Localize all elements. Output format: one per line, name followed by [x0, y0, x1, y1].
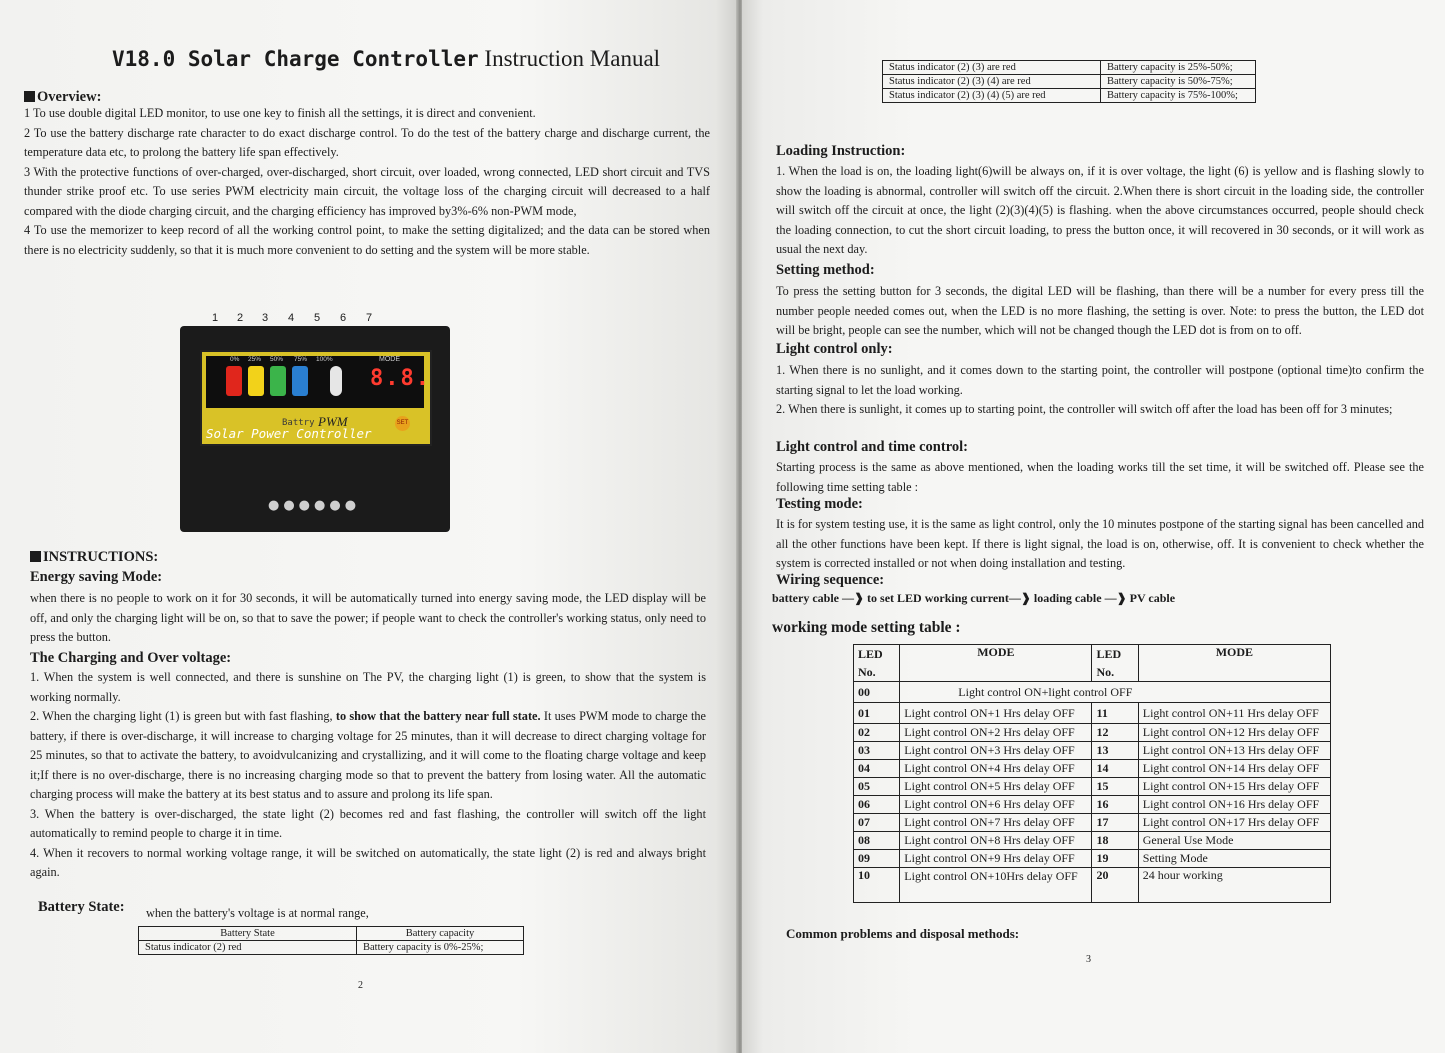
mode-cell: Light control ON+5 Hrs delay OFF [900, 778, 1092, 796]
led-number-cell: 00 [854, 682, 900, 703]
table-cell: Status indicator (2) (3) (4) (5) are red [883, 89, 1101, 103]
energy-text: when there is no people to work on it for 30 seconds, it will be automatically turned into energy saving mode, the LED display will be off, and only the charging light will be on, so that to save the power; if people want to check the controller's working status, only need to press the button. [30, 591, 706, 644]
led-bar-red [226, 366, 242, 396]
mode-cell: Light control ON+16 Hrs delay OFF [1138, 796, 1330, 814]
led-number-cell: 08 [854, 832, 900, 850]
led-number-cell: 11 [1092, 703, 1138, 724]
square-bullet-icon [30, 551, 41, 562]
led-number-cell: 14 [1092, 760, 1138, 778]
led-number-cell: 01 [854, 703, 900, 724]
table-row [883, 89, 1256, 103]
led-number-cell: 07 [854, 814, 900, 832]
table-header: MODE [900, 645, 1092, 682]
mode-table [853, 644, 1331, 903]
scale-label: 25% [248, 356, 262, 363]
light-item: 2. When there is sunlight, it comes up to starting point, the controller will switch off after the load has been off for 3 minutes; [776, 402, 1393, 416]
table-row [854, 724, 1331, 742]
mode-table-heading: working mode setting table : [772, 619, 961, 636]
mode-label: MODE [379, 356, 400, 363]
table-cell: Battery capacity is 75%-100%; [1101, 89, 1256, 103]
mode-cell: Light control ON+light control OFF [900, 682, 1331, 703]
battery-state-heading: Battery State: [38, 899, 125, 915]
light-list [776, 361, 1424, 420]
mode-cell: Setting Mode [1138, 850, 1330, 868]
led-number-cell: 09 [854, 850, 900, 868]
led-number-cell: 02 [854, 724, 900, 742]
terminal-screws-icon: ●●●●●● [268, 498, 361, 513]
wiring-heading: Wiring sequence: [776, 572, 885, 588]
wiring-step: battery cable [772, 591, 839, 605]
wiring-sequence [772, 591, 1175, 606]
table-cell: Battery capacity is 0%-25%; [357, 941, 524, 955]
setting-heading: Setting method: [776, 262, 875, 278]
table-header: Battery capacity [357, 927, 524, 941]
table-row [854, 703, 1331, 724]
page-number: 2 [358, 980, 363, 991]
scale-label: 100% [316, 356, 333, 363]
charging-list [30, 668, 706, 883]
mode-cell: Light control ON+9 Hrs delay OFF [900, 850, 1092, 868]
mode-cell: General Use Mode [1138, 832, 1330, 850]
common-problems-heading: Common problems and disposal methods: [786, 926, 1020, 941]
led-bar-blue [292, 366, 308, 396]
loading-text: 1. When the load is on, the loading light(6)will be always on, if it is over voltage, the light (6) is yellow and is flashing slowly to show the loading is abnormal, controller will switch off the circuit. 2.When there is short circuit in the loading side, the controller will switch off the circuit at once, the light (2)(3)(4)(5) is flashing. when the above circumstances occurred, people should check the loading connection, to cut the short circuit loading, to press the button once, it will recovered in 30 seconds, or it will work as usual the next day. [776, 164, 1424, 256]
controller-illustration [180, 312, 452, 534]
led-number-cell: 16 [1092, 796, 1138, 814]
led-number-cell: 20 [1092, 868, 1138, 903]
table-header-row [854, 645, 1331, 682]
led-number-cell: 15 [1092, 778, 1138, 796]
table-row [854, 778, 1331, 796]
charging-heading: The Charging and Over voltage: [30, 650, 232, 666]
overview-item: 3 With the protective functions of over-charged, over-discharged, short circuit, over loaded, wrong connected, LED short circuit and TVS thunder strike proof etc. To use series PWM electricity main circuit, the voltage loss of the charging circuit will decreased to a half compared with the diode charging circuit, and the charging efficiency has improved by3%-6% non-PWM mode, [24, 164, 710, 218]
arrow-right-icon: —❱ [1104, 591, 1127, 605]
table-row [139, 941, 524, 955]
led-bar-green [270, 366, 286, 396]
table-header: MODE [1138, 645, 1330, 682]
controller-display [206, 356, 431, 408]
charging-item: 2. When the charging light (1) is green but with fast flashing, to show that the battery near full state. It uses PWM mode to charge the battery, if there is over-discharge, it will increase to charging voltage for 25 minutes, than it will decrease to direct charging voltage for 25 minutes, so that to activate the battery, to avoidvulcanizing and crystallizing, and it will come to the floating charge voltage and keep it;If there is no over-discharge, there is no increasing charging mode so that to prevent the battery from losing water. All the automatic charging process will make the battery at its best status and to assure and prolong its life span. [30, 709, 707, 801]
callout-number: 4 [288, 312, 295, 324]
controller-body [180, 326, 450, 532]
table-cell: Status indicator (2) (3) are red [883, 61, 1101, 75]
arrow-right-icon: —❱ [841, 591, 865, 605]
mode-cell: Light control ON+14 Hrs delay OFF [1138, 760, 1330, 778]
led-number-cell: 05 [854, 778, 900, 796]
table-header: Battery State [139, 927, 357, 941]
table-row [854, 760, 1331, 778]
wiring-step: to set LED working current [867, 591, 1009, 605]
callout-number: 3 [262, 312, 269, 324]
led-indicator-white [330, 366, 342, 396]
table-cell: Battery capacity is 25%-50%; [1101, 61, 1256, 75]
charging-item: 1. When the system is well connected, and there is sunshine on The PV, the charging light (1) is green, to show that the system is working normally. [30, 670, 706, 704]
led-number-cell: 04 [854, 760, 900, 778]
table-row [854, 682, 1331, 703]
scale-label: 75% [294, 356, 308, 363]
callout-number: 5 [314, 312, 321, 324]
mode-cell: Light control ON+6 Hrs delay OFF [900, 796, 1092, 814]
table-row [854, 742, 1331, 760]
overview-heading: Overview: [24, 89, 101, 106]
setting-text: To press the setting button for 3 seconds, the digital LED will be flashing, than there will be a number for every press till the number people needed comes out, when the LED is no more flashing, the setting is over. Note: to press the button, the LED dot will be bright, people can see the number, which will not be changed though the LED dot is from on to off. [776, 284, 1424, 337]
light-heading: Light control only: [776, 341, 893, 357]
scale-label: 50% [270, 356, 284, 363]
loading-heading: Loading Instruction: [776, 143, 906, 159]
table-header-row [139, 927, 524, 941]
table-cell: Battery capacity is 50%-75%; [1101, 75, 1256, 89]
status-table [882, 60, 1256, 103]
light-time-heading: Light control and time control: [776, 439, 968, 455]
mode-cell: Light control ON+2 Hrs delay OFF [900, 724, 1092, 742]
energy-heading: Energy saving Mode: [30, 569, 163, 585]
set-button-icon: SET [395, 416, 410, 431]
light-item: 1. When there is no sunlight, and it comes down to the starting point, the controller will postpone (optional time)to confirm the starting signal to let the load working. [776, 363, 1424, 397]
mode-cell: Light control ON+11 Hrs delay OFF [1138, 703, 1330, 724]
light-time-text: Starting process is the same as above mentioned, when the loading works till the set time, it will be switched off. Please see the following time setting table : [776, 460, 1424, 494]
mode-cell: Light control ON+10Hrs delay OFF [900, 868, 1092, 903]
arrow-right-icon: —❱ [1008, 591, 1031, 605]
led-number-cell: 03 [854, 742, 900, 760]
table-header: LED No. [1092, 645, 1138, 682]
wiring-step: PV cable [1129, 591, 1176, 605]
table-cell: Status indicator (2) (3) (4) are red [883, 75, 1101, 89]
mode-cell: Light control ON+8 Hrs delay OFF [900, 832, 1092, 850]
seven-segment-display: 8.8. [370, 366, 431, 391]
scale-label: 0% [230, 356, 240, 363]
led-number-cell: 18 [1092, 832, 1138, 850]
mode-cell: Light control ON+4 Hrs delay OFF [900, 760, 1092, 778]
callout-number: 1 [212, 312, 219, 324]
mode-cell: Light control ON+7 Hrs delay OFF [900, 814, 1092, 832]
overview-item: 2 To use the battery discharge rate character to do exact discharge control. To do the test of the battery charge and discharge current, the temperature data etc, to prolong the battery life span effectively. [24, 125, 710, 159]
overview-item: 4 To use the memorizer to keep record of all the working control point, to make the setting digitalized; and the data can be stored when there is no electricity suddenly, so that it is much more convenient to do setting and the system will be more stable. [24, 223, 710, 257]
battery-label: Battry [282, 418, 315, 428]
mode-cell: Light control ON+15 Hrs delay OFF [1138, 778, 1330, 796]
led-number-cell: 13 [1092, 742, 1138, 760]
panel-label: Solar Power Controller [206, 426, 372, 441]
mode-cell: Light control ON+3 Hrs delay OFF [900, 742, 1092, 760]
callout-number: 2 [237, 312, 244, 324]
mode-cell: Light control ON+1 Hrs delay OFF [900, 703, 1092, 724]
charging-item: 4. When it recovers to normal working voltage range, it will be switched on automatically, the state light (2) is red and always bright again. [30, 845, 706, 879]
page-number: 3 [1086, 954, 1091, 965]
overview-list [24, 104, 710, 260]
testing-heading: Testing mode: [776, 496, 863, 512]
led-number-cell: 12 [1092, 724, 1138, 742]
instructions-heading: INSTRUCTIONS: [30, 549, 158, 566]
title-suffix: Instruction Manual [484, 46, 661, 71]
table-row [854, 850, 1331, 868]
callout-number: 7 [366, 312, 373, 324]
table-row [854, 814, 1331, 832]
charging-item: 3. When the battery is over-discharged, the state light (2) becomes red and fast flashing, the controller will switch off the light automatically to remind people to charge it in time. [30, 806, 706, 840]
led-number-cell: 10 [854, 868, 900, 903]
led-number-cell: 19 [1092, 850, 1138, 868]
wiring-step: loading cable [1033, 591, 1102, 605]
mode-cell: Light control ON+12 Hrs delay OFF [1138, 724, 1330, 742]
mode-cell: Light control ON+13 Hrs delay OFF [1138, 742, 1330, 760]
table-row [854, 796, 1331, 814]
led-number-cell: 17 [1092, 814, 1138, 832]
led-number-cell: 06 [854, 796, 900, 814]
mode-cell: 24 hour working [1138, 868, 1330, 903]
overview-item: 1 To use double digital LED monitor, to use one key to finish all the settings, it is direct and convenient. [24, 106, 536, 120]
table-header: LED No. [854, 645, 900, 682]
table-row [854, 868, 1331, 903]
manual-title [112, 46, 660, 72]
table-row [854, 832, 1331, 850]
battery-state-note: when the battery's voltage is at normal range, [146, 906, 369, 920]
battery-table [138, 926, 524, 955]
testing-text: It is for system testing use, it is the same as light control, only the 10 minutes postpone of the starting signal has been cancelled and all the other functions have been kept. If there is light signal, the load is on, otherwise, off. It is convenient to check whether the system is corrected installed or not when doing installation and testing. [776, 517, 1424, 570]
table-row [883, 75, 1256, 89]
table-cell: Status indicator (2) red [139, 941, 357, 955]
table-row [883, 61, 1256, 75]
mode-cell: Light control ON+17 Hrs delay OFF [1138, 814, 1330, 832]
callout-number: 6 [340, 312, 347, 324]
pwm-label: PWM [318, 414, 348, 429]
title-prefix: V18.0 Solar Charge Controller [112, 47, 479, 71]
square-bullet-icon [24, 91, 35, 102]
led-bar-yellow [248, 366, 264, 396]
right-page [742, 0, 1445, 1053]
controller-faceplate [200, 350, 432, 446]
